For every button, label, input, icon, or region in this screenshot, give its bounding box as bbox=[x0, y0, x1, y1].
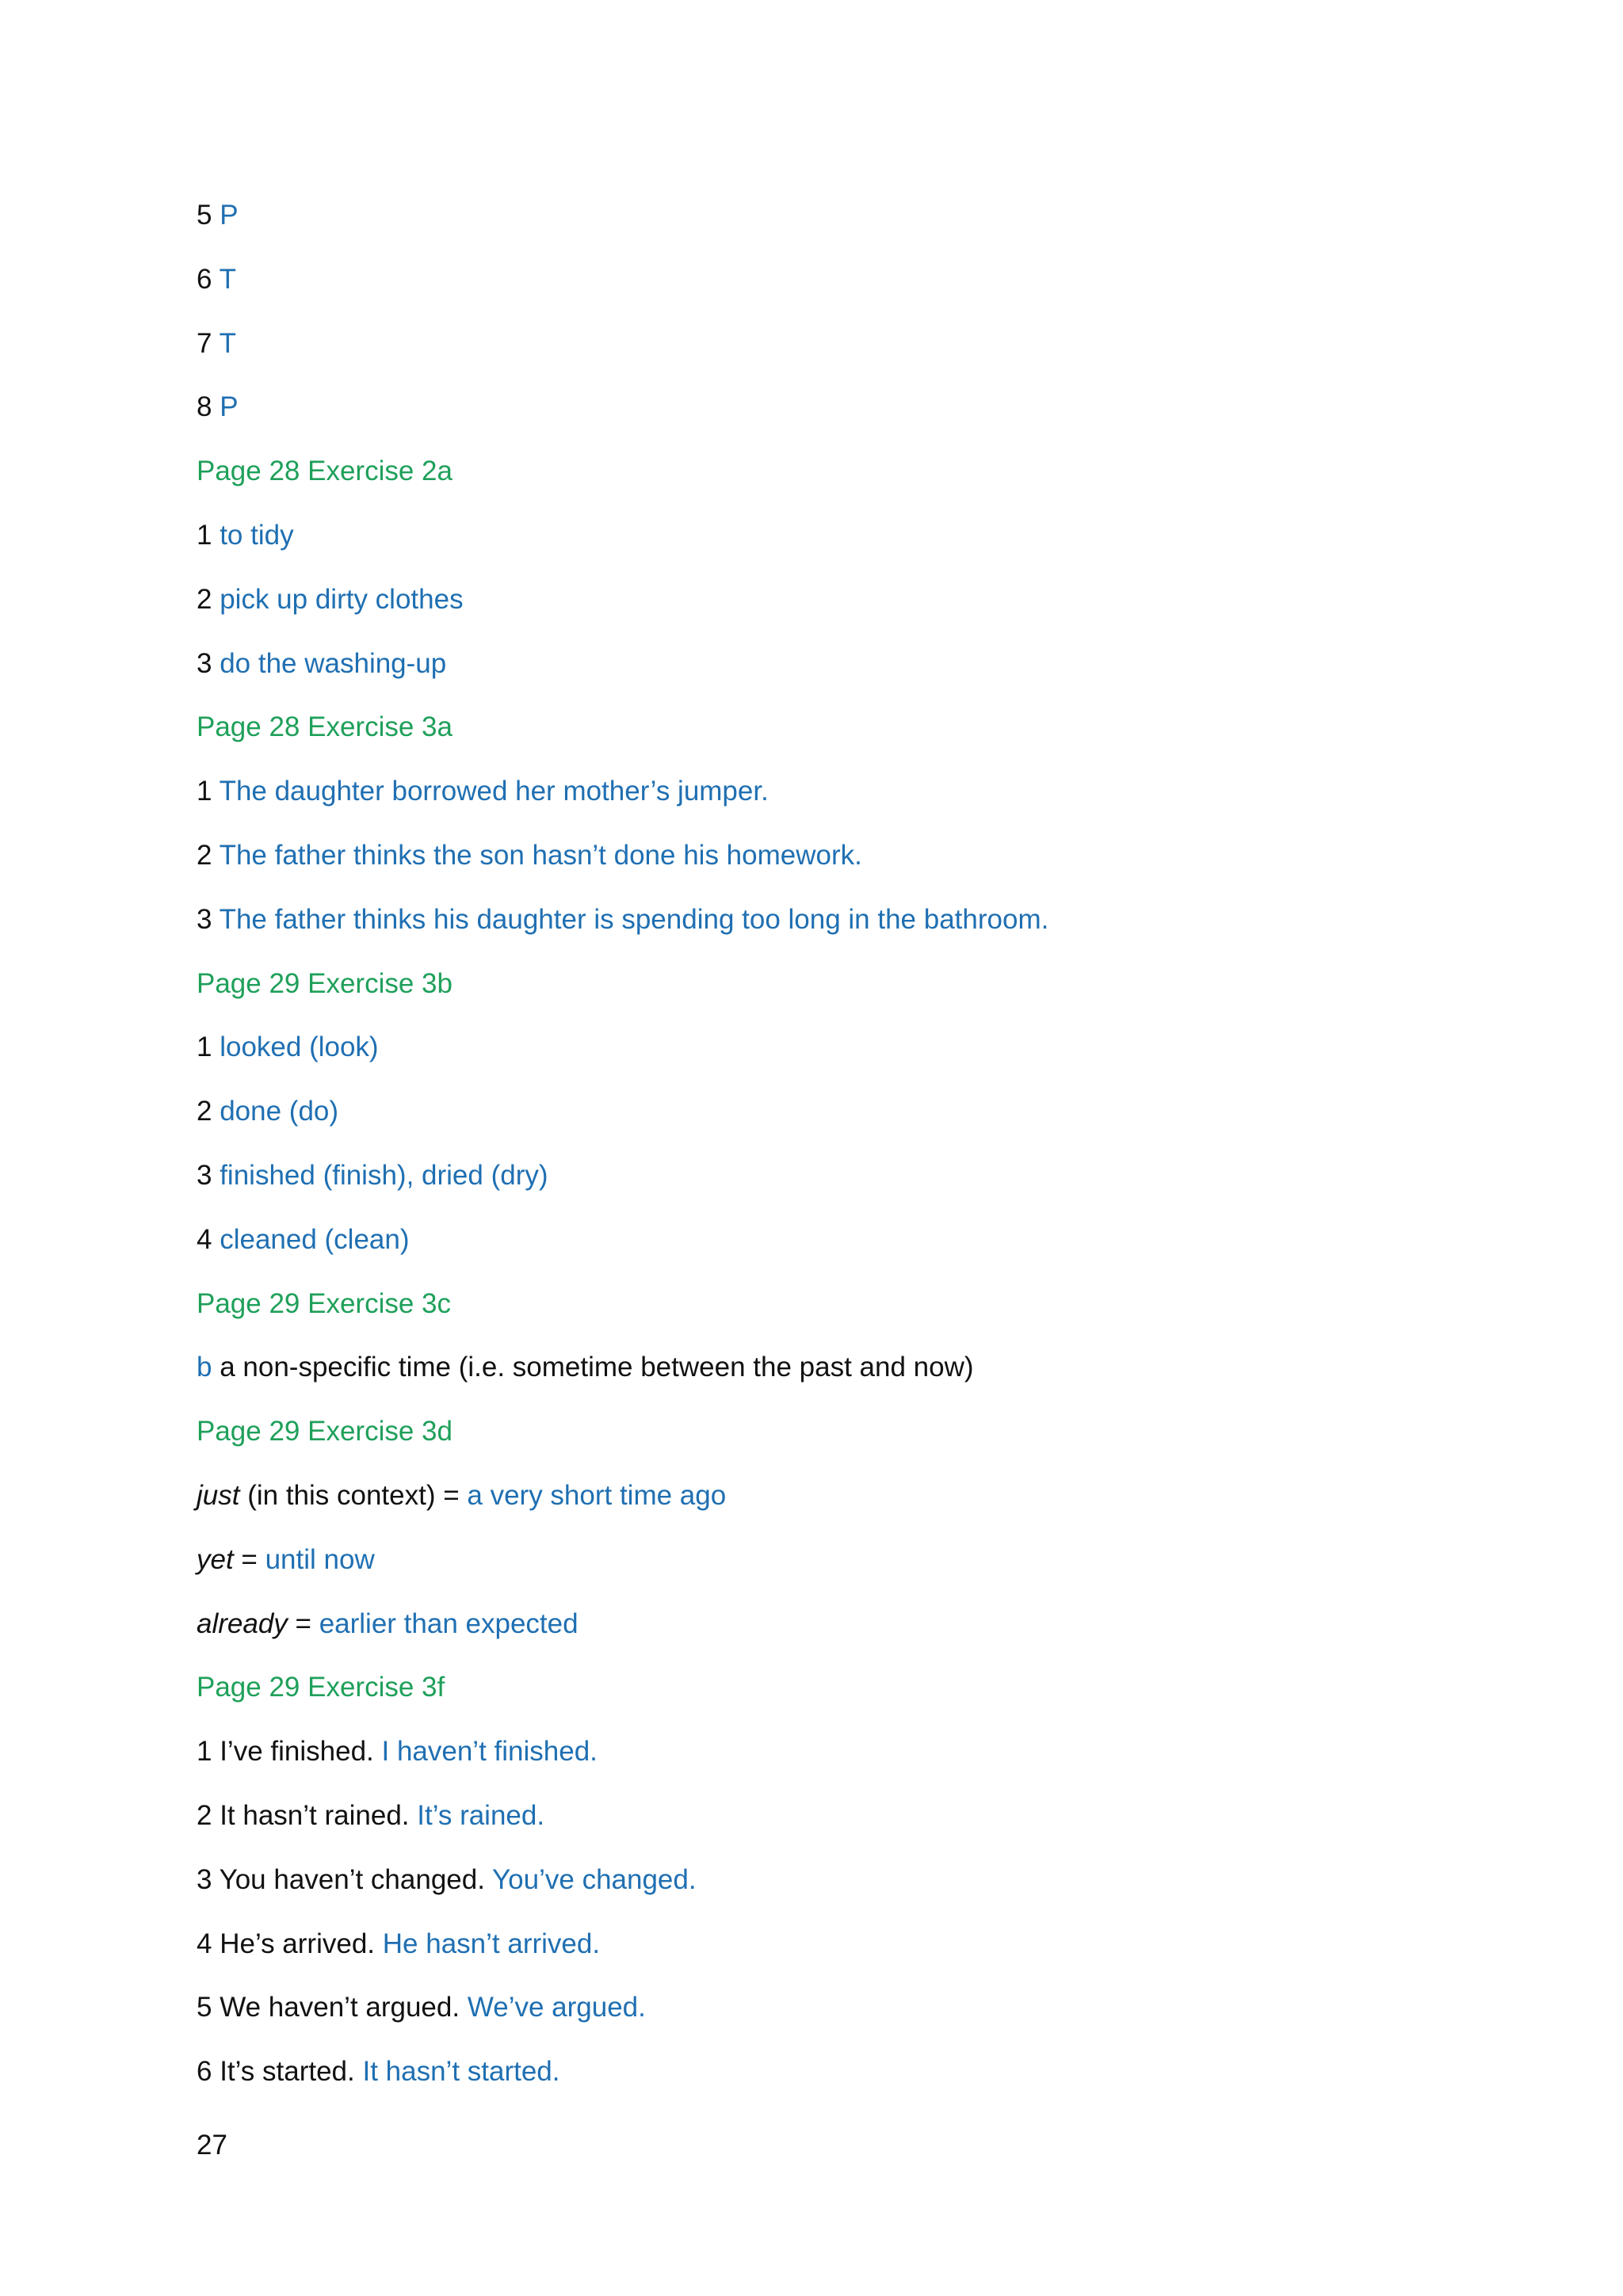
definition-answer: a very short time ago bbox=[467, 1479, 727, 1511]
exercise-heading: Page 28 Exercise 2a bbox=[197, 456, 453, 487]
answer-line bbox=[197, 1345, 1480, 1409]
prompt-sentence: He’s arrived. bbox=[220, 1928, 376, 1959]
answer-sentence: I haven’t finished. bbox=[381, 1736, 598, 1768]
item-number: 2 bbox=[197, 1799, 212, 1831]
answer-text: do the washing-up bbox=[220, 647, 447, 679]
definition-line bbox=[197, 1538, 1480, 1602]
answer-sentence: We’ve argued. bbox=[467, 1992, 646, 2023]
item-number: 2 bbox=[197, 583, 212, 615]
item-number: 6 bbox=[197, 263, 212, 295]
answer-text: The father thinks his daughter is spending too long in the bathroom. bbox=[219, 903, 1049, 935]
exercise-heading: Page 29 Exercise 3f bbox=[197, 1672, 445, 1703]
answer-line bbox=[197, 513, 1480, 578]
definition-line bbox=[197, 1602, 1480, 1666]
answer-line bbox=[197, 1154, 1480, 1218]
exercise-heading: Page 29 Exercise 3c bbox=[197, 1287, 452, 1319]
transformation-line bbox=[197, 1922, 1480, 1986]
transformation-line bbox=[197, 1794, 1480, 1858]
exercise-heading: Page 29 Exercise 3d bbox=[197, 1416, 453, 1447]
answer-text: done (do) bbox=[220, 1096, 339, 1127]
item-number: 7 bbox=[197, 327, 212, 359]
definition-connector: = bbox=[233, 1543, 265, 1575]
answer-text: cleaned (clean) bbox=[220, 1223, 410, 1255]
item-number: 2 bbox=[197, 839, 212, 871]
answer-text: P bbox=[220, 391, 239, 423]
answer-line bbox=[197, 322, 1480, 386]
transformation-line bbox=[197, 1858, 1480, 1922]
answer-text: T bbox=[219, 327, 236, 359]
transformation-line bbox=[197, 1985, 1480, 2050]
item-number: 6 bbox=[197, 2056, 212, 2088]
answer-line bbox=[197, 1218, 1480, 1282]
item-number: 3 bbox=[197, 1863, 212, 1895]
answer-explanation: a non-specific time (i.e. sometime between the past and now) bbox=[220, 1352, 974, 1383]
definition-term: just bbox=[197, 1479, 240, 1511]
item-number: 1 bbox=[197, 1736, 212, 1768]
answer-line bbox=[197, 769, 1480, 833]
prompt-sentence: It’s started. bbox=[220, 2056, 355, 2088]
item-number: 1 bbox=[197, 776, 212, 807]
answer-text: looked (look) bbox=[220, 1032, 379, 1063]
answer-text: pick up dirty clothes bbox=[220, 583, 464, 615]
item-number: 2 bbox=[197, 1096, 212, 1127]
answer-line bbox=[197, 257, 1480, 322]
answer-text: P bbox=[220, 200, 239, 231]
item-number: 3 bbox=[197, 647, 212, 679]
prompt-sentence: It hasn’t rained. bbox=[220, 1799, 410, 1831]
answer-text: The daughter borrowed her mother’s jumper. bbox=[219, 776, 769, 807]
item-number: 1 bbox=[197, 1032, 212, 1063]
transformation-line bbox=[197, 1730, 1480, 1794]
item-number: 4 bbox=[197, 1928, 212, 1959]
answer-line bbox=[197, 898, 1480, 962]
item-number: 1 bbox=[197, 519, 212, 551]
definition-connector: (in this context) = bbox=[239, 1479, 468, 1511]
item-number: 3 bbox=[197, 1159, 212, 1191]
answer-line bbox=[197, 1089, 1480, 1154]
exercise-heading: Page 28 Exercise 3a bbox=[197, 711, 453, 743]
answer-line bbox=[197, 193, 1480, 257]
definition-term: yet bbox=[197, 1543, 234, 1575]
answer-text: T bbox=[219, 263, 236, 295]
page-number: 27 bbox=[197, 2130, 227, 2161]
definition-answer: earlier than expected bbox=[319, 1608, 579, 1639]
answer-sentence: It hasn’t started. bbox=[362, 2056, 560, 2088]
answer-sentence: He hasn’t arrived. bbox=[382, 1928, 601, 1959]
answer-line bbox=[197, 1025, 1480, 1089]
item-number: 4 bbox=[197, 1223, 212, 1255]
transformation-line bbox=[197, 2050, 1480, 2114]
answer-line bbox=[197, 578, 1480, 642]
answer-text: to tidy bbox=[220, 519, 294, 551]
item-number: 5 bbox=[197, 1992, 212, 2023]
answer-text: finished (finish), dried (dry) bbox=[220, 1159, 548, 1191]
answer-text: The father thinks the son hasn’t done his homework. bbox=[219, 839, 862, 871]
answer-line bbox=[197, 833, 1480, 898]
answer-letter: b bbox=[197, 1352, 212, 1383]
definition-term: already bbox=[197, 1608, 288, 1639]
answer-sentence: You’ve changed. bbox=[492, 1863, 697, 1895]
prompt-sentence: I’ve finished. bbox=[220, 1736, 374, 1768]
answer-key-content bbox=[197, 193, 1480, 2114]
prompt-sentence: You haven’t changed. bbox=[219, 1863, 485, 1895]
answer-line bbox=[197, 642, 1480, 706]
definition-answer: until now bbox=[265, 1543, 375, 1575]
definition-connector: = bbox=[287, 1608, 319, 1639]
item-number: 8 bbox=[197, 391, 212, 423]
item-number: 5 bbox=[197, 200, 212, 231]
prompt-sentence: We haven’t argued. bbox=[220, 1992, 460, 2023]
definition-line bbox=[197, 1474, 1480, 1538]
item-number: 3 bbox=[197, 903, 212, 935]
answer-line bbox=[197, 385, 1480, 449]
answer-sentence: It’s rained. bbox=[417, 1799, 545, 1831]
exercise-heading: Page 29 Exercise 3b bbox=[197, 967, 453, 999]
